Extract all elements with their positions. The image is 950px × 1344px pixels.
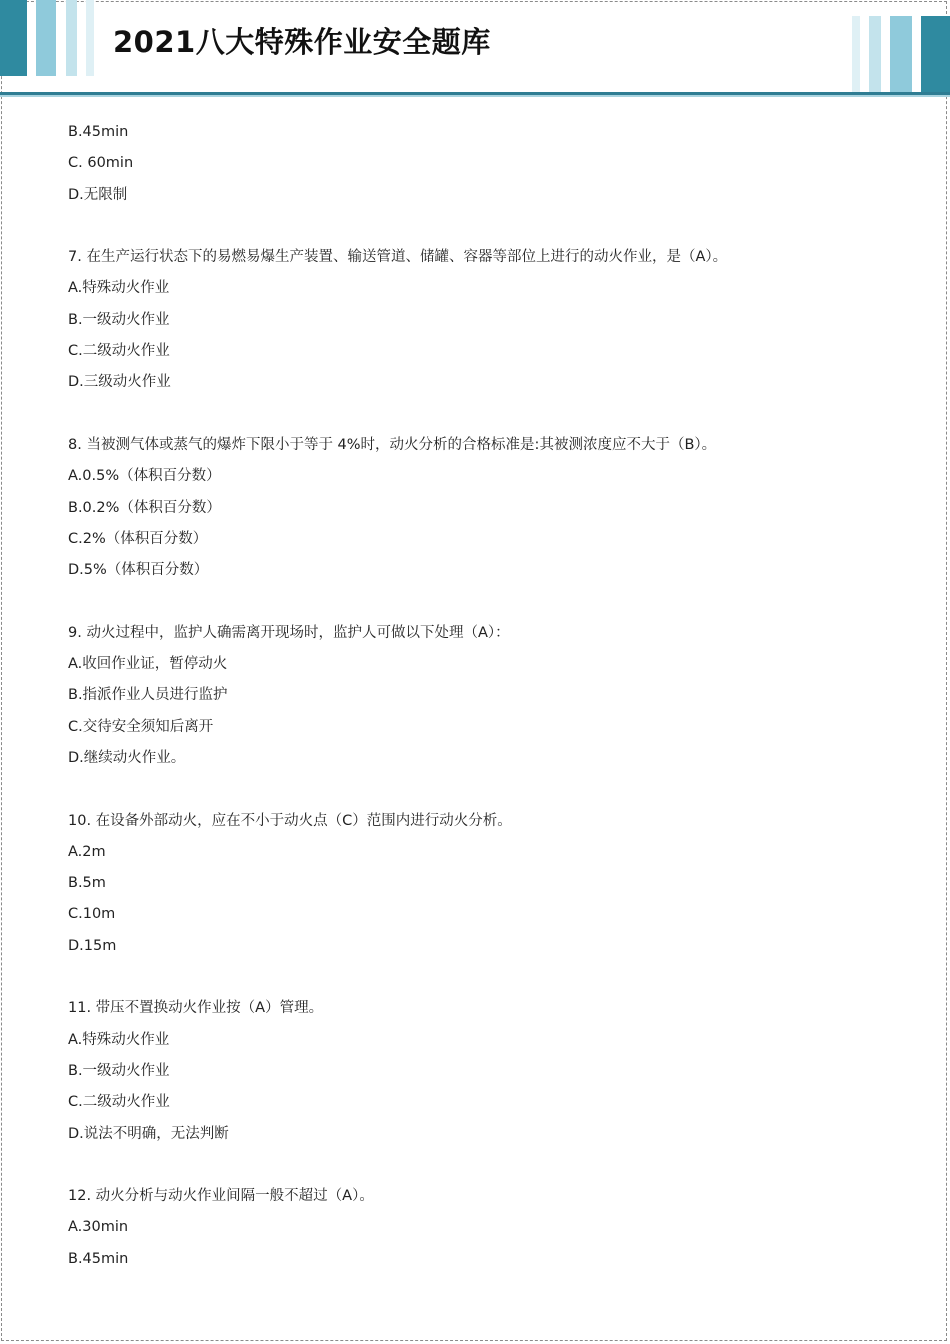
- question-text: 9. 动火过程中，监护人确需离开现场时，监护人可做以下处理（A）：: [68, 624, 510, 641]
- header-stripe-right-2: [869, 16, 881, 92]
- option-line: B.指派作业人员进行监护: [68, 687, 228, 704]
- header-stripe-left-2: [36, 0, 56, 76]
- page-header: [0, 0, 950, 96]
- header-stripe-left-4: [86, 0, 94, 76]
- question-text: 8. 当被测气体或蒸气的爆炸下限小于等于 4%时，动火分析的合格标准是:其被测浓度应不大于（B）。: [68, 436, 717, 453]
- header-stripe-left-1: [0, 0, 27, 76]
- option-line: C.10m: [68, 906, 116, 923]
- option-line: B.5m: [68, 875, 106, 892]
- option-line: D.无限制: [68, 186, 128, 203]
- option-line: D.三级动火作业: [68, 374, 171, 391]
- option-line: B.0.2%（体积百分数）: [68, 499, 221, 516]
- option-line: A.特殊动火作业: [68, 280, 170, 297]
- option-line: C.2%（体积百分数）: [68, 530, 208, 547]
- question-text: 10. 在设备外部动火，应在不小于动火点（C）范围内进行动火分析。: [68, 812, 512, 829]
- question-text: 12. 动火分析与动火作业间隔一般不超过（A）。: [68, 1188, 374, 1205]
- option-line: C.二级动火作业: [68, 343, 170, 360]
- option-line: A.特殊动火作业: [68, 1031, 170, 1048]
- option-line: A.2m: [68, 843, 106, 860]
- option-line: C. 60min: [68, 155, 134, 172]
- option-line: D.继续动火作业。: [68, 749, 186, 766]
- question-text: 11. 带压不置换动火作业按（A）管理。: [68, 1000, 324, 1017]
- option-line: A.30min: [68, 1219, 129, 1236]
- option-line: B.一级动火作业: [68, 1062, 170, 1079]
- option-line: C.二级动火作业: [68, 1094, 170, 1111]
- option-line: B.45min: [68, 124, 129, 140]
- header-stripe-right-4: [921, 16, 950, 92]
- option-line: C.交待安全须知后离开: [68, 718, 214, 735]
- option-line: D.说法不明确，无法判断: [68, 1125, 229, 1142]
- option-line: D.15m: [68, 937, 117, 954]
- page-title: 2021八大特殊作业安全题库: [113, 25, 491, 59]
- option-line: A.收回作业证，暂停动火: [68, 656, 228, 673]
- option-line: B.45min: [68, 1250, 129, 1267]
- header-stripe-left-3: [66, 0, 77, 76]
- option-line: D.5%（体积百分数）: [68, 562, 209, 579]
- question-text: 7. 在生产运行状态下的易燃易爆生产装置、输送管道、储罐、容器等部位上进行的动火作业，是（A）。: [68, 249, 728, 266]
- header-stripe-right-3: [890, 16, 912, 92]
- header-stripe-right-1: [852, 16, 860, 92]
- option-line: B.一级动火作业: [68, 311, 170, 328]
- header-divider-light: [0, 95, 950, 97]
- option-line: A.0.5%（体积百分数）: [68, 468, 221, 485]
- question-list: [68, 117, 908, 1275]
